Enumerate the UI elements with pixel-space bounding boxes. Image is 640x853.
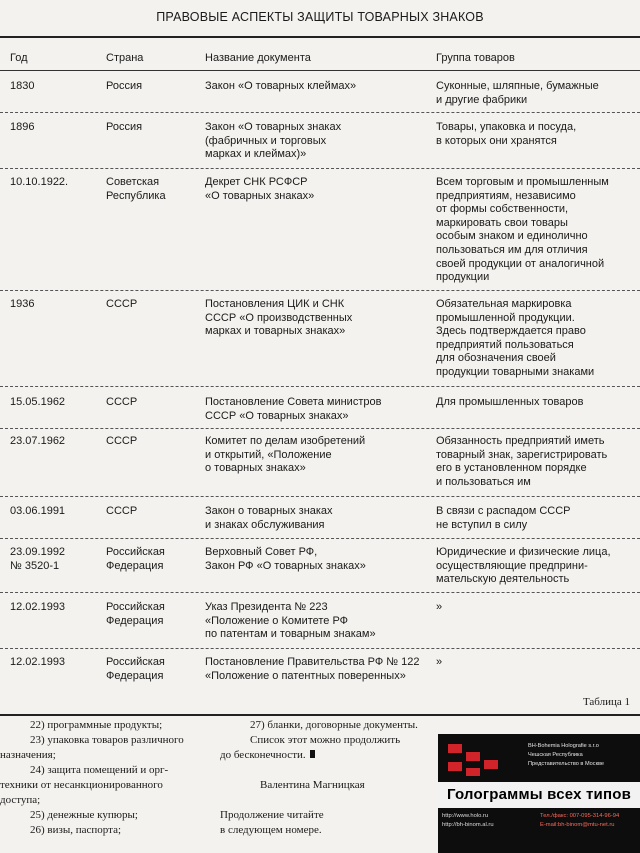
footer-list-left xyxy=(0,718,210,838)
cell-goods: Обязанность предприятий иметь товарный знак, зарегистрировать его в установленном порядке и пользоваться им xyxy=(436,435,608,488)
cell-document: Постановление Правительства РФ № 122 «Положение о патентных поверенных» xyxy=(205,656,420,682)
ad-headline: Голограммы всех типов xyxy=(438,782,640,808)
row-divider xyxy=(0,648,640,649)
list-item: назначения; xyxy=(0,749,56,761)
row-divider xyxy=(0,428,640,429)
list-item-text: до бесконечности. xyxy=(220,749,306,761)
continue-line: Продолжение читайте xyxy=(220,809,324,821)
cell-year: 15.05.1962 xyxy=(10,396,66,408)
ad-company xyxy=(528,742,638,769)
table-bottom-divider xyxy=(0,714,640,716)
cell-document: Комитет по делам изобретений и открытий, «Положение о товарных знаках» xyxy=(205,435,366,475)
header-goods: Группа товаров xyxy=(436,52,515,64)
cell-document: Декрет СНК РСФСР «О товарных знаках» xyxy=(205,176,315,202)
cell-year: 23.07.1962 xyxy=(10,435,66,447)
cell-goods: Для промышленных товаров xyxy=(436,396,584,408)
ad-company-line: Представительство в Москве xyxy=(528,761,605,767)
list-item: 27) бланки, договорные документы. xyxy=(250,719,418,731)
cell-goods: В связи с распадом СССР не вступил в силу xyxy=(436,505,571,531)
hologram-ad[interactable] xyxy=(438,734,640,853)
row-divider xyxy=(0,592,640,593)
cell-document: Постановление Совета министров СССР «О товарных знаках» xyxy=(205,396,382,422)
cell-country: СССР xyxy=(106,298,138,310)
header-year: Год xyxy=(10,52,28,64)
row-divider xyxy=(0,538,640,539)
list-item: 22) программные продукты; xyxy=(30,719,163,731)
continue-line: в следующем номере. xyxy=(220,824,322,836)
cell-country: Российская Федерация xyxy=(106,601,165,627)
list-item: 26) визы, паспорта; xyxy=(30,824,122,836)
ad-email[interactable]: E-mail:bh-binom@mtu-net.ru xyxy=(540,822,615,828)
row-divider xyxy=(0,168,640,169)
end-mark-icon xyxy=(310,750,315,758)
page-title: ПРАВОВЫЕ АСПЕКТЫ ЗАЩИТЫ ТОВАРНЫХ ЗНАКОВ xyxy=(156,10,484,24)
cell-year: 23.09.1992 № 3520-1 xyxy=(10,546,66,572)
cell-goods: Обязательная маркировка промышленной продукции. Здесь подтверждается право предприятий пользоваться для обозначения своей продукции товарными знаками xyxy=(436,298,595,378)
list-item: доступа; xyxy=(0,794,41,806)
cell-goods: Суконные, шляпные, бумажные и другие фабрики xyxy=(436,80,599,106)
list-item: 25) денежные купюры; xyxy=(30,809,138,821)
ad-phone: Тел./факс: 007-095-314-96-94 xyxy=(540,813,620,819)
cell-goods: » xyxy=(436,601,443,613)
header-document: Название документа xyxy=(205,52,311,64)
cell-document: Закон «О товарных знаках (фабричных и торговых марках и клеймах)» xyxy=(205,121,342,161)
cell-year: 1936 xyxy=(10,298,35,310)
cell-year: 03.06.1991 xyxy=(10,505,66,517)
ad-company-line: BH-Bohemia Holografie s.r.o xyxy=(528,743,599,749)
cell-year: 12.02.1993 xyxy=(10,601,66,613)
cell-document: Верховный Совет РФ, Закон РФ «О товарных знаках» xyxy=(205,546,366,572)
cell-document: Закон о товарных знаках и знаках обслуживания xyxy=(205,505,333,531)
cell-goods: Всем торговым и промышленным предприятиям, независимо от формы собственности, маркировать свои товары особым знаком и единолично пользоваться им для отличия своей продукции от аналогичной продукции xyxy=(436,176,609,284)
cell-year: 10.10.1922. xyxy=(10,176,69,188)
cell-country: Российская Федерация xyxy=(106,546,165,572)
cell-year: 1830 xyxy=(10,80,35,92)
cell-document: Закон «О товарных клеймах» xyxy=(205,80,357,92)
cell-year: 1896 xyxy=(10,121,35,133)
cell-goods: » xyxy=(436,656,443,668)
cell-goods: Юридические и физические лица, осуществляющие предприни- мательскую деятельность xyxy=(436,546,611,586)
cell-goods: Товары, упаковка и посуда, в которых они хранятся xyxy=(436,121,577,147)
cell-country: Советская Республика xyxy=(106,176,166,202)
list-item xyxy=(220,748,432,763)
ad-web-link[interactable]: http://www.holo.ru xyxy=(442,813,489,819)
company-logo-icon xyxy=(444,742,514,778)
cell-country: СССР xyxy=(106,396,138,408)
table-caption: Таблица 1 xyxy=(582,696,630,708)
list-item: Список этот можно продолжить xyxy=(250,734,401,746)
row-divider xyxy=(0,112,640,113)
row-divider xyxy=(0,386,640,387)
footer-list-middle xyxy=(220,718,432,838)
list-item: техники от несанкционированного xyxy=(0,779,163,791)
cell-country: СССР xyxy=(106,505,138,517)
cell-country: СССР xyxy=(106,435,138,447)
cell-country: Россия xyxy=(106,121,143,133)
row-divider xyxy=(0,290,640,291)
cell-document: Постановления ЦИК и СНК СССР «О производственных марках и товарных знаках» xyxy=(205,298,353,338)
author: Валентина Магницкая xyxy=(260,779,365,791)
cell-country: Россия xyxy=(106,80,143,92)
cell-document: Указ Президента № 223 «Положение о Комитете РФ по патентам и товарным знакам» xyxy=(205,601,376,641)
cell-year: 12.02.1993 xyxy=(10,656,66,668)
list-item: 23) упаковка товаров различного xyxy=(30,734,184,746)
ad-web-link[interactable]: http://bh-binom.al.ru xyxy=(442,822,494,828)
cell-country: Российская Федерация xyxy=(106,656,165,682)
row-divider xyxy=(0,496,640,497)
title-divider xyxy=(0,36,640,38)
header-divider xyxy=(0,70,640,71)
header-country: Страна xyxy=(106,52,144,64)
list-item: 24) защита помещений и орг- xyxy=(30,764,169,776)
ad-company-line: Чешская Республика xyxy=(528,752,583,758)
